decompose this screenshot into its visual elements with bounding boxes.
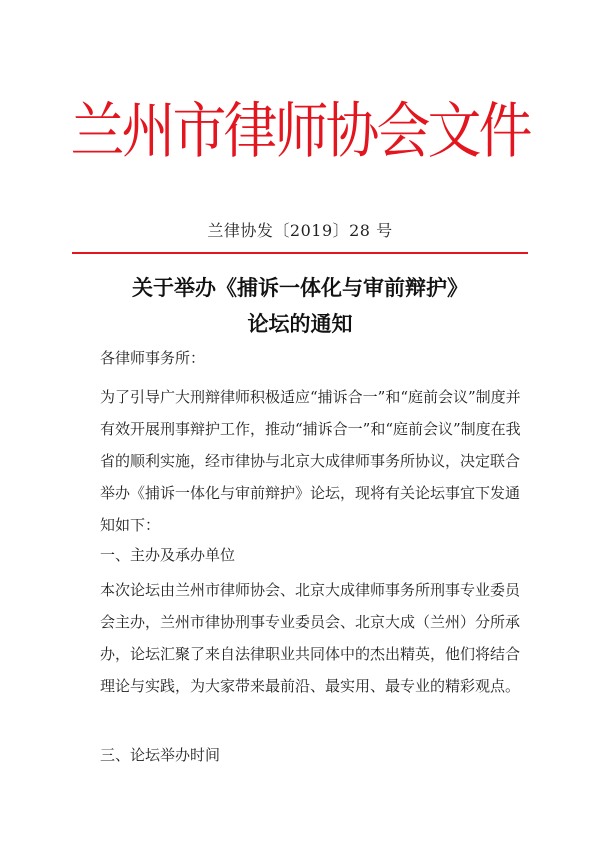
document-number: 兰律协发〔2019〕28 号 xyxy=(207,221,393,240)
notice-title-line-1: 关于举办《捕诉一体化与审前辩护》 xyxy=(132,276,468,300)
section-heading-time: 三、论坛举办时间 xyxy=(100,746,221,764)
organizers-paragraph: 本次论坛由兰州市律师协会、北京大成律师事务所刑事专业委员会主办，兰州市律协刑事专业委员会、北京大成（兰州）分所承办，论坛汇聚了来自法律职业共同体中的杰出精英，他们将结合理论与实践，为大家带来最前沿、最实用、最专业的精彩观点。 xyxy=(100,581,521,695)
section-heading-organizers: 一、主办及承办单位 xyxy=(100,546,236,564)
notice-title-line-2: 论坛的通知 xyxy=(247,312,353,336)
intro-paragraph: 为了引导广大刑辩律师积极适应“捕诉合一”和“庭前会议”制度并有效开展刑事辩护工作，推动“捕诉合一”和“庭前会议”制度在我省的顺利实施，经市律协与北京大成律师事务所协议，决定联合举办《捕诉一体化与审前辩护》论坛，现将有关论坛事宜下发通知如下： xyxy=(100,388,521,534)
masthead-title: 兰州市律师协会文件 xyxy=(70,95,530,166)
red-divider-line xyxy=(72,252,528,254)
salutation: 各律师事务所： xyxy=(100,349,206,367)
